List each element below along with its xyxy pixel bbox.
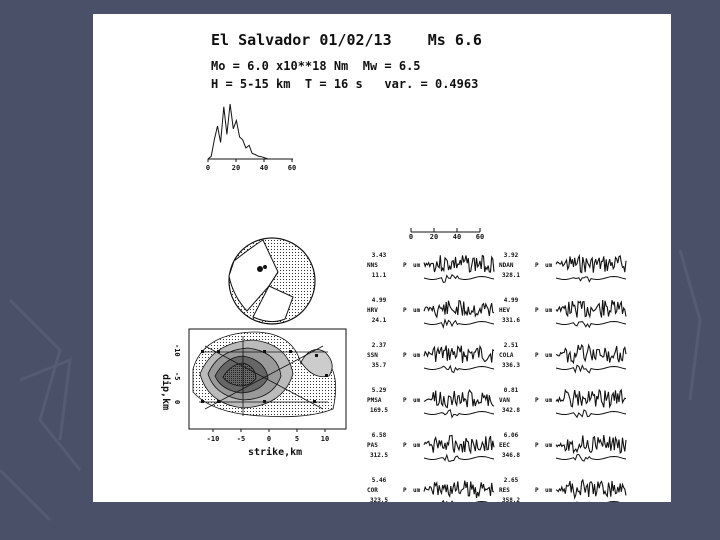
wave-scale-tick-label: 40 <box>452 233 462 241</box>
observed-waveform <box>424 346 494 364</box>
station-amplitude: 4.99 <box>371 297 387 304</box>
station-amplitude: 0.81 <box>503 387 519 394</box>
slip-map-xtick: 5 <box>294 435 300 443</box>
station-waveforms <box>367 252 626 502</box>
wave-scale-tick-label: 0 <box>408 233 414 241</box>
synthetic-waveform <box>424 320 494 328</box>
station-amplitude: 5.29 <box>371 387 387 394</box>
observed-waveform <box>424 255 494 272</box>
wave-scale-tick-label: 60 <box>475 233 485 241</box>
observed-waveform <box>556 480 626 498</box>
station-azimuth: 35.7 <box>371 362 387 369</box>
unit-label: um <box>545 307 553 314</box>
station-trace <box>367 252 494 282</box>
source-time-function <box>206 104 296 172</box>
unit-label: um <box>413 442 421 449</box>
station-azimuth: 11.1 <box>371 272 387 279</box>
station-amplitude: 3.92 <box>503 252 519 259</box>
slip-map-xtick: -10 <box>206 435 220 443</box>
observed-waveform <box>424 481 494 498</box>
station-trace <box>499 477 626 502</box>
station-name: HRV <box>367 307 378 314</box>
station-name: RES <box>499 487 510 494</box>
synthetic-waveform <box>556 365 626 372</box>
station-azimuth: 358.2 <box>501 497 521 502</box>
station-azimuth: 342.8 <box>501 407 521 414</box>
station-phase: P <box>403 307 407 314</box>
synthetic-waveform <box>556 322 626 328</box>
slip-map-xtick: 10 <box>320 435 330 443</box>
unit-label: um <box>545 262 553 269</box>
station-name: SSN <box>367 352 378 359</box>
station-amplitude: 3.43 <box>371 252 387 259</box>
unit-label: um <box>413 262 421 269</box>
station-phase: P <box>535 352 539 359</box>
unit-label: um <box>413 487 421 494</box>
observed-waveform <box>424 301 494 317</box>
slip-map-ytick: -5 <box>173 372 181 381</box>
unit-label: um <box>545 442 553 449</box>
synthetic-waveform <box>424 275 494 283</box>
station-amplitude: 6.58 <box>371 432 387 439</box>
slip-map-xtick: -5 <box>236 435 246 443</box>
slip-map-ytick: -10 <box>173 344 181 357</box>
observed-waveform <box>556 300 626 317</box>
station-trace <box>367 477 494 502</box>
station-name: NDAN <box>499 262 514 269</box>
stf-curve <box>208 104 268 159</box>
station-phase: P <box>535 397 539 404</box>
station-trace <box>499 297 626 327</box>
station-phase: P <box>535 262 539 269</box>
slip-map-xtick: 0 <box>266 435 272 443</box>
figure-slide <box>93 14 671 502</box>
station-azimuth: 24.1 <box>371 317 387 324</box>
station-trace <box>499 252 626 282</box>
station-name: VAN <box>499 397 510 404</box>
unit-label: um <box>413 352 421 359</box>
figure-canvas <box>93 14 671 502</box>
station-amplitude: 2.65 <box>503 477 519 484</box>
synthetic-waveform <box>424 366 494 373</box>
observed-waveform <box>556 345 626 363</box>
synthetic-waveform <box>424 501 494 502</box>
station-phase: P <box>535 307 539 314</box>
station-trace <box>499 342 626 373</box>
station-name: PMSA <box>367 397 382 404</box>
station-azimuth: 328.1 <box>501 272 521 279</box>
station-amplitude: 6.06 <box>503 432 519 439</box>
synthetic-waveform <box>424 410 494 418</box>
station-azimuth: 346.8 <box>501 452 521 459</box>
station-phase: P <box>535 442 539 449</box>
synthetic-waveform <box>556 502 626 503</box>
stf-tick-label: 20 <box>231 164 241 172</box>
observed-waveform <box>556 390 626 407</box>
station-trace <box>367 297 494 327</box>
unit-label: um <box>413 307 421 314</box>
waveform-time-scale <box>409 228 484 241</box>
slip-map-xlabel: strike,km <box>248 447 303 458</box>
station-trace <box>499 387 626 417</box>
page-title: El Salvador 01/02/13 Ms 6.6 <box>211 31 482 49</box>
info-line-1: Mo = 6.0 x10**18 Nm Mw = 6.5 <box>211 59 421 73</box>
station-name: NNS <box>367 262 378 269</box>
station-azimuth: 169.5 <box>369 407 389 414</box>
synthetic-waveform <box>424 455 494 461</box>
station-phase: P <box>403 487 407 494</box>
synthetic-waveform <box>556 277 626 282</box>
unit-label: um <box>545 487 553 494</box>
station-amplitude: 2.51 <box>503 342 519 349</box>
station-azimuth: 336.3 <box>501 362 521 369</box>
station-phase: P <box>403 397 407 404</box>
station-name: COLA <box>499 352 514 359</box>
station-phase: P <box>403 262 407 269</box>
station-azimuth: 323.5 <box>369 497 389 502</box>
observed-waveform <box>424 435 494 452</box>
station-azimuth: 312.5 <box>369 452 389 459</box>
observed-waveform <box>556 435 626 453</box>
unit-label: um <box>545 397 553 404</box>
station-amplitude: 4.99 <box>503 297 519 304</box>
synthetic-waveform <box>556 410 626 417</box>
station-phase: P <box>403 352 407 359</box>
stf-tick-label: 60 <box>287 164 297 172</box>
info-line-2: H = 5-15 km T = 16 s var. = 0.4963 <box>211 77 479 91</box>
station-trace <box>367 342 494 372</box>
station-phase: P <box>403 442 407 449</box>
station-trace <box>499 432 626 461</box>
wave-scale-tick-label: 20 <box>429 233 439 241</box>
station-trace <box>367 432 494 461</box>
station-name: HEV <box>499 307 510 314</box>
station-name: COR <box>367 487 378 494</box>
synthetic-waveform <box>556 454 626 461</box>
station-name: PAS <box>367 442 378 449</box>
stf-tick-label: 40 <box>259 164 269 172</box>
stf-tick-label: 0 <box>205 164 211 172</box>
station-amplitude: 5.46 <box>371 477 387 484</box>
focal-mechanism <box>229 238 315 324</box>
observed-waveform <box>424 390 494 407</box>
unit-label: um <box>413 397 421 404</box>
station-amplitude: 2.37 <box>371 342 387 349</box>
unit-label: um <box>545 352 553 359</box>
observed-waveform <box>556 256 626 273</box>
station-trace <box>367 387 494 417</box>
slip-map-ytick: 0 <box>173 400 181 405</box>
station-azimuth: 331.6 <box>501 317 521 324</box>
station-name: EEC <box>499 442 510 449</box>
slip-distribution-map <box>189 329 346 429</box>
station-phase: P <box>535 487 539 494</box>
slip-map-ylabel: dip,km <box>160 374 171 411</box>
